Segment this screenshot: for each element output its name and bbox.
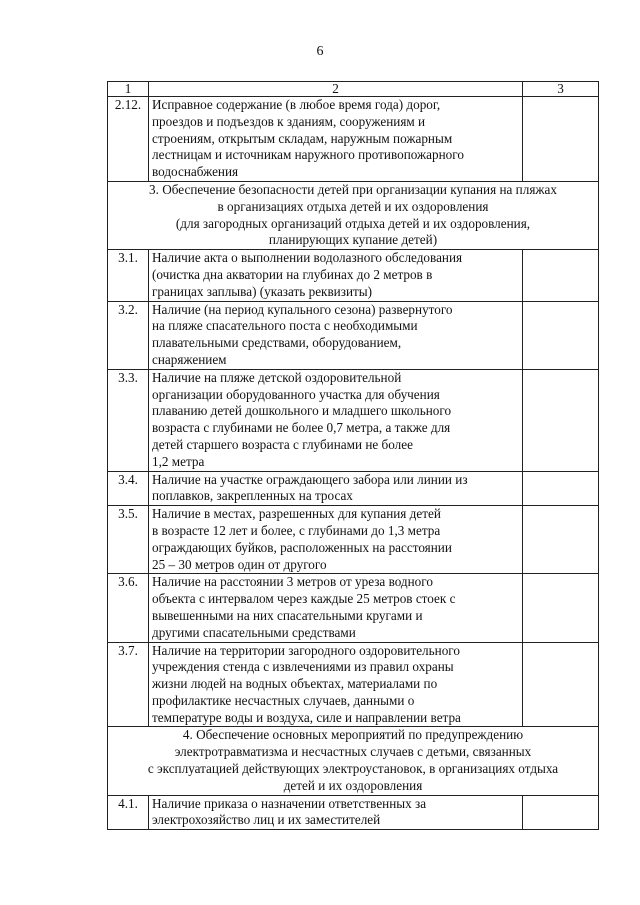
header-cell-2: 2 (149, 82, 523, 97)
text-line: электротравматизма и несчастных случаев с детьми, связанных (174, 744, 532, 760)
text-line: с эксплуатацией действующих электроустановок, в организациях отдыха (147, 761, 559, 777)
text-line: Наличие в местах, разрешенных для купания детей (152, 506, 441, 522)
table-row (108, 369, 599, 471)
text-line: детей старшего возраста с глубинами не более (152, 436, 413, 452)
header-row (108, 82, 599, 97)
text-line: вывешенными на них спасательными кругами и (152, 607, 423, 623)
text-line: 4. Обеспечение основных мероприятий по предупреждению (182, 727, 524, 743)
item-description (149, 250, 523, 301)
text-line: ограждающих буйков, расположенных на расстоянии (152, 539, 452, 555)
table-row (108, 506, 599, 574)
item-mark-cell (523, 301, 599, 369)
item-mark-cell (523, 471, 599, 506)
item-description (149, 471, 523, 506)
text-line: объекта с интервалом через каждые 25 метров стоек с (152, 591, 456, 607)
text-line: плаванию детей дошкольного и младшего школьного (152, 403, 452, 419)
text-line: водоснабжения (152, 164, 239, 180)
item-number: 4.1. (108, 795, 149, 830)
item-description (149, 369, 523, 471)
text-line: Исправное содержание (в любое время года) дорог, (152, 97, 441, 112)
text-line: лестницам и источникам наружного противопожарного (152, 147, 464, 163)
text-line: Наличие на пляже детской оздоровительной (152, 369, 402, 385)
table-row (108, 250, 599, 301)
checklist-body (108, 82, 599, 830)
table-row (108, 642, 599, 727)
table-row (108, 471, 599, 506)
text-line: 1,2 метра (152, 453, 205, 469)
section-header-row (108, 727, 599, 795)
text-line: Наличие на территории загородного оздоровительного (152, 642, 460, 658)
item-number: 3.6. (108, 574, 149, 642)
text-line: проездов и подъездов к зданиям, сооружениям и (152, 113, 426, 129)
text-line: детей и их оздоровления (283, 777, 423, 793)
item-description (149, 301, 523, 369)
item-mark-cell (523, 574, 599, 642)
text-line: возраста с глубинами не более 0,7 метра, а также для (152, 420, 451, 436)
section-title (108, 727, 599, 795)
text-line: планирующих купание детей) (268, 232, 438, 248)
item-mark-cell (523, 642, 599, 727)
text-line: в организациях отдыха детей и их оздоровления (217, 198, 489, 214)
text-line: электрохозяйство лиц и их заместителей (152, 812, 381, 828)
text-line: Наличие акта о выполнении водолазного обследования (152, 250, 463, 266)
text-line: температуре воды и воздуха, силе и направлении ветра (152, 709, 461, 725)
item-description (149, 97, 523, 182)
text-line: 25 – 30 метров один от другого (152, 556, 327, 572)
table-row (108, 301, 599, 369)
text-line: на пляже спасательного поста с необходимыми (152, 318, 418, 334)
text-line: 3. Обеспечение безопасности детей при организации купания на пляжах (149, 181, 557, 197)
item-number: 3.3. (108, 369, 149, 471)
item-number: 2.12. (108, 97, 149, 182)
item-number: 3.7. (108, 642, 149, 727)
page-number: 6 (316, 44, 324, 59)
text-line: поплавков, закрепленных на тросах (152, 488, 353, 504)
section-header-row (108, 181, 599, 249)
item-mark-cell (523, 795, 599, 830)
text-line: профилактике несчастных случаев, данными о (152, 692, 415, 708)
text-line: границах заплыва) (указать реквизиты) (152, 283, 373, 299)
item-mark-cell (523, 250, 599, 301)
text-line: жизни людей на водных объектах, материалами по (152, 676, 438, 692)
item-description (149, 642, 523, 727)
text-line: в возрасте 12 лет и более, с глубинами до 1,3 метра (152, 522, 441, 538)
table-row (108, 97, 599, 182)
table-row (108, 574, 599, 642)
item-number: 3.4. (108, 471, 149, 506)
text-line: Наличие приказа о назначении ответственных за (152, 795, 427, 811)
header-cell-3: 3 (523, 82, 599, 97)
text-line: другими спасательными средствами (152, 624, 356, 640)
text-line: Наличие на участке ограждающего забора или линии из (152, 471, 468, 487)
text-line: плавательными средствами, оборудованием, (152, 335, 402, 351)
item-description (149, 506, 523, 574)
checklist-table (107, 81, 599, 830)
section-title (108, 181, 599, 249)
header-cell-1: 1 (108, 82, 149, 97)
item-mark-cell (523, 97, 599, 182)
text-line: (для загородных организаций отдыха детей и их оздоровления, (175, 215, 531, 231)
item-description (149, 795, 523, 830)
text-line: Наличие (на период купального сезона) развернутого (152, 301, 453, 317)
text-line: строениям, открытым складам, наружным пожарным (152, 130, 453, 146)
item-number: 3.1. (108, 250, 149, 301)
item-number: 3.5. (108, 506, 149, 574)
item-description (149, 574, 523, 642)
item-number: 3.2. (108, 301, 149, 369)
text-line: организации оборудованного участка для обучения (152, 386, 440, 402)
item-mark-cell (523, 369, 599, 471)
item-mark-cell (523, 506, 599, 574)
text-line: (очистка дна акватории на глубинах до 2 метров в (152, 266, 433, 282)
table-row (108, 795, 599, 830)
text-line: учреждения стенда с извлечениями из правил охраны (152, 659, 454, 675)
text-line: снаряжением (152, 351, 227, 367)
text-line: Наличие на расстоянии 3 метров от уреза водного (152, 574, 433, 590)
